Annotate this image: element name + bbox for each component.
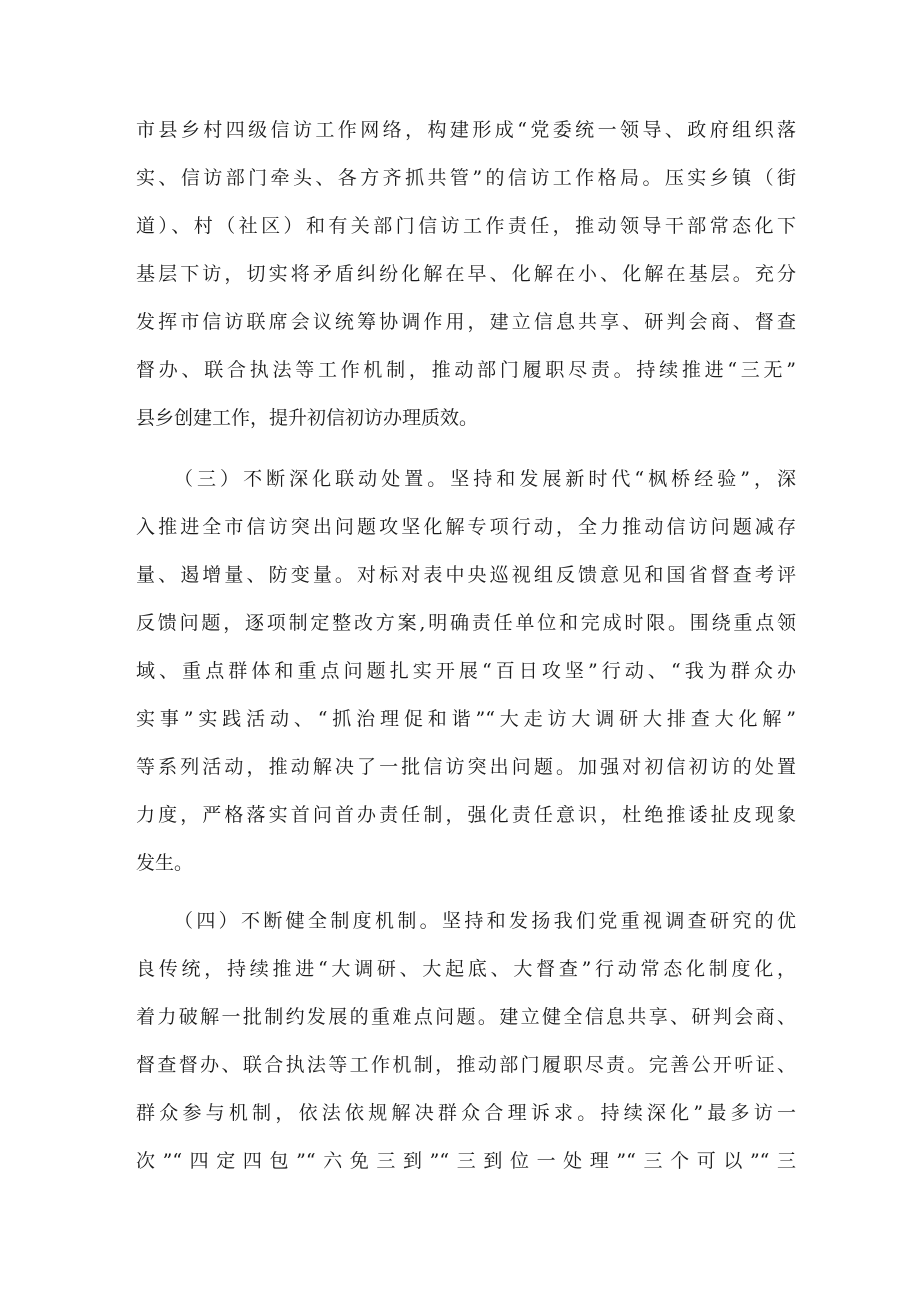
paragraph-line: 道）、村（社区）和有关部门信访工作责任，推动领导干部常态化下	[136, 215, 796, 237]
paragraph-line: 入推进全市信访突出问题攻坚化解专项行动，全力推动信访问题减存	[136, 516, 796, 538]
paragraph-line: 县乡创建工作，提升初信初访办理质效。	[136, 407, 479, 429]
paragraph-line: 量、遏增量、防变量。对标对表中央巡视组反馈意见和国省督查考评	[136, 564, 796, 586]
paragraph-line: 发挥市信访联席会议统筹协调作用，建立信息共享、研判会商、督查	[136, 311, 796, 333]
paragraph-line: 良传统，持续推进“大调研、大起底、大督查”行动常态化制度化，	[136, 958, 796, 980]
paragraph-line: 基层下访，切实将矛盾纠纷化解在早、化解在小、化解在基层。充分	[136, 263, 796, 285]
paragraph-line: （三）不断深化联动处置。坚持和发展新时代“枫桥经验”，深	[174, 468, 796, 490]
paragraph-line: 着力破解一批制约发展的重难点问题。建立健全信息共享、研判会商、	[136, 1006, 796, 1028]
paragraph-3-linkage-handling	[136, 455, 796, 887]
paragraph-line: 督办、联合执法等工作机制，推动部门履职尽责。持续推进“三无”	[136, 359, 796, 381]
paragraph-line: 市县乡村四级信访工作网络，构建形成“党委统一领导、政府组织落	[136, 119, 796, 141]
paragraph-line: 发生。	[136, 852, 194, 874]
paragraph-line: 反馈问题，逐项制定整改方案,明确责任单位和完成时限。围绕重点领	[136, 612, 796, 634]
paragraph-line: 力度，严格落实首问首办责任制，强化责任意识，杜绝推诿扯皮现象	[136, 804, 796, 826]
paragraph-line: 群众参与机制，依法依规解决群众合理诉求。持续深化”最多访一	[136, 1102, 796, 1124]
paragraph-line: 实、信访部门牵头、各方齐抓共管”的信访工作格局。压实乡镇（街	[136, 167, 796, 189]
paragraph-line: 域、重点群体和重点问题扎实开展“百日攻坚”行动、“我为群众办	[136, 660, 796, 682]
paragraph-1	[136, 106, 796, 442]
paragraph-line: 实事”实践活动、“抓治理促和谐”“大走访大调研大排查大化解”	[136, 708, 796, 730]
paragraph-line: （四）不断健全制度机制。坚持和发扬我们党重视调查研究的优	[174, 910, 796, 932]
paragraph-4-institutional-mechanisms	[136, 897, 796, 1185]
paragraph-line: 次”“四定四包”“六免三到”“三到位一处理”“三个可以”“三	[136, 1150, 796, 1172]
paragraph-line: 督查督办、联合执法等工作机制，推动部门履职尽责。完善公开听证、	[136, 1054, 796, 1076]
paragraph-line: 等系列活动，推动解决了一批信访突出问题。加强对初信初访的处置	[136, 756, 796, 778]
